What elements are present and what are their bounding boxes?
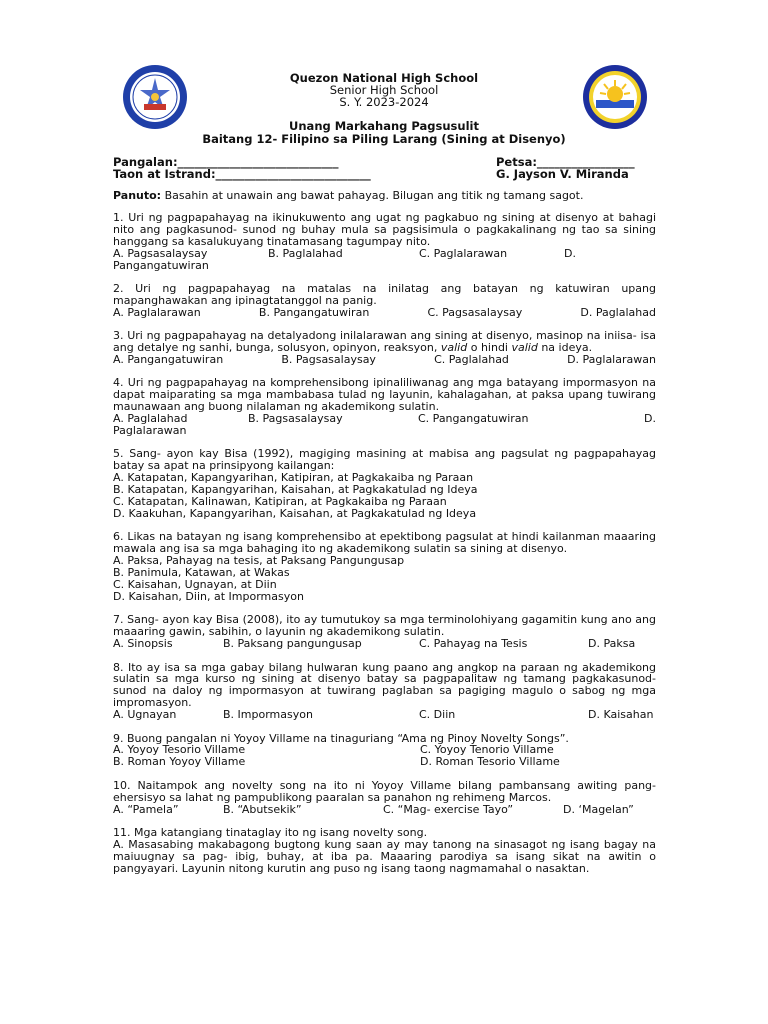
question-9 [113, 733, 656, 769]
exam-title [0, 120, 768, 145]
option-d-continued: Paglalarawan [113, 424, 187, 437]
question-stem: 1. Uri ng pagpapahayag na ikinukuwento ang ugat ng pagkabuo ng sining at disenyo at bahagi nito ang pagkasunod- sunod ng buhay mula sa pagsisimula o pagkakalinang ng tao sa sining hanggang sa kasalukuyang tinatamasang tagumpay nito. [113, 210, 656, 248]
option-c: C. Pangangatuwiran [418, 412, 529, 426]
instructions-text: Basahin at unawain ang bawat pahayag. Bilugan ang titik ng tamang sagot. [161, 189, 584, 202]
option-b: B. Paglalahad [268, 246, 343, 260]
school-name: Quezon National High School [289, 71, 479, 85]
option-d: D. Paglalahad [580, 305, 656, 319]
option-d [564, 248, 656, 260]
question-stem [113, 330, 656, 354]
question-stem: 2. Uri ng pagpapahayag na matalas na inilatag ang batayan ng katuwiran upang mapanghawakan ang ipinagtatanggol na panig. [113, 281, 656, 307]
question-stem: 11. Mga katangiang tinataglay ito ng isang novelty song. [113, 825, 428, 839]
option-b: B. Impormasyon [223, 708, 313, 722]
option-c: C. Pahayag na Tesis [419, 637, 528, 651]
option-c: C. Paglalahad [434, 352, 509, 366]
option-d: D. Paglalarawan [567, 352, 656, 366]
question-options [113, 555, 656, 603]
option-d-text: D. [564, 246, 576, 260]
option-a: A. Sinopsis [113, 637, 173, 651]
question-1 [113, 212, 656, 272]
option-d: D. Roman Tesorio Villame [420, 755, 560, 769]
question-options [113, 307, 656, 319]
stem-part-b: o hindi [467, 341, 512, 355]
option-c: C. Diin [419, 708, 456, 722]
question-options [113, 744, 656, 768]
option-c: C. Yoyoy Tenorio Villame [420, 743, 554, 757]
school-level: Senior High School [329, 83, 439, 97]
option-a: A. Pangangatuwiran [113, 352, 224, 366]
question-options [113, 413, 656, 437]
question-options [113, 248, 656, 272]
stem-valid-2: valid [511, 341, 538, 355]
option-b: B. Pangangatuwiran [258, 305, 370, 319]
question-4 [113, 377, 656, 437]
question-2 [113, 283, 656, 319]
question-options [113, 804, 656, 816]
question-11 [113, 827, 656, 875]
question-7 [113, 614, 656, 650]
option-a: A. Paglalahad [113, 412, 188, 426]
school-year: S. Y. 2023-2024 [339, 95, 429, 109]
option-d: D. ‘Magelan” [563, 802, 634, 816]
option-a: A. Ugnayan [113, 708, 177, 722]
exam-subject: Baitang 12- Filipino sa Piling Larang (Sining at Disenyo) [202, 131, 566, 146]
option-d: D. Paksa [588, 637, 636, 651]
school-header [0, 72, 768, 108]
question-5 [113, 448, 656, 519]
option-c: C. Kaisahan, Ugnayan, at Diin [113, 577, 277, 591]
option-d: D. Kaisahan, Diin, at Impormasyon [113, 589, 304, 603]
teacher-name: G. Jayson V. Miranda [496, 167, 629, 181]
option-a: A. “Pamela” [113, 802, 179, 816]
question-options [113, 709, 656, 721]
question-6 [113, 531, 656, 602]
option-b: B. Pagsasalaysay [248, 412, 343, 426]
option-c: C. Katapatan, Kalinawan, Katipiran, at Pagkakaiba ng Paraan [113, 495, 447, 509]
instructions-label: Panuto: [113, 189, 162, 202]
option-d: D. [644, 412, 656, 426]
option-a: A. Paglalarawan [113, 305, 201, 319]
question-options [113, 472, 656, 520]
question-3 [113, 330, 656, 366]
option-c: C. Pagsasalaysay [427, 305, 523, 319]
question-stem: 9. Buong pangalan ni Yoyoy Villame na tinaguriang “Ama ng Pinoy Novelty Songs”. [113, 731, 569, 745]
option-d-continued: Pangangatuwiran [113, 258, 209, 272]
option-d: D. Kaisahan [588, 708, 654, 722]
question-10 [113, 780, 656, 816]
question-stem: 10. Naitampok ang novelty song na ito ni Yoyoy Villame bilang pambansang awiting pang- ehersisyo sa lahat ng pampublikong paaralan sa panahon ng rehimeng Marcos. [113, 778, 656, 804]
stem-part-c: na ideya. [537, 341, 593, 355]
option-a: A. Masasabing makabagong bugtong kung saan ay may tanong na sinasagot ng isang bagay na maiuugnay sa pag- ibig, buhay, at iba pa. Maaaring parodiya sa isang sikat na awitin o pangyayari. Layunin nitong kurutin ang puso ng isang taong nagmamahal o nasaktan. [113, 837, 656, 875]
question-stem: 5. Sang- ayon kay Bisa (1992), magiging masining at mabisa ang pagsulat ng pagpapahayag batay sa apat na prinsipyong kailangan: [113, 447, 656, 473]
exam-name: Unang Markahang Pagsusulit [289, 119, 479, 133]
option-a: A. Paksa, Pahayag na tesis, at Paksang Pangungusap [113, 554, 405, 568]
option-a: A. Pagsasalaysay [113, 246, 208, 260]
question-options [113, 638, 656, 650]
exam-body [113, 190, 656, 886]
question-stem: 7. Sang- ayon kay Bisa (2008), ito ay tumutukoy sa mga terminolohiyang gagamitin kung ano ang maaaring gawin, sabihin, o layunin ng akademikong sulatin. [113, 613, 656, 639]
instructions [113, 190, 656, 202]
option-d: D. Kaakuhan, Kapangyarihan, Kaisahan, at Pagkakatulad ng Ideya [113, 506, 477, 520]
question-options [113, 354, 656, 366]
option-b: B. Katapatan, Kapangyarihan, Kaisahan, at Pagkakatulad ng Ideya [113, 483, 478, 497]
question-stem: 4. Uri ng pagpapahayag na komprehensibong ipinaliliwanag ang mga batayang impormasyon na dapat maiparating sa mga mambabasa tulad ng layunin, kahalagahan, at paksa upang tuwirang maunawaan ang buong nilalaman ng akademikong sulatin. [113, 376, 656, 414]
option-b: B. Panimula, Katawan, at Wakas [113, 566, 290, 580]
option-b: B. “Abutsekik” [223, 802, 302, 816]
name-field: Pangalan:____________________________ [113, 155, 339, 169]
question-stem: 8. Ito ay isa sa mga gabay bilang hulwaran kung paano ang angkop na paraan ng akademikong sulatin sa mga kurso ng sining at disenyo batay sa pagpapalitaw ng tamang pagkakasunod- sunod na daloy ng impormasyon at tuwirang paglaban sa pagiging magulo o sabog ng mga impromasyon. [113, 660, 656, 710]
stem-valid-1: valid [440, 341, 468, 355]
option-b: B. Paksang pangungusap [223, 637, 362, 651]
date-field: Petsa:_________________ [496, 155, 635, 169]
option-c: C. Paglalarawan [419, 246, 508, 260]
strand-field: Taon at Istrand:___________________________ [113, 167, 371, 181]
option-c: C. “Mag- exercise Tayo” [383, 802, 514, 816]
option-a: A. Katapatan, Kapangyarihan, Katipiran, at Pagkakaiba ng Paraan [113, 471, 474, 485]
stem-part-a: 3. Uri ng pagpapahayag na detalyadong inilalarawan ang sining at disenyo, masinop na iniisa- isa ang detalye ng sanhi, bunga, solusyon, opinyon, reaksyon, [113, 329, 656, 355]
question-stem: 6. Likas na batayan ng isang komprehensibo at epektibong pagsulat at hindi kailanman maaaring mawala ang isa sa mga bahaging ito ng akademikong sulatin sa sining at disenyo. [113, 530, 656, 556]
option-b: B. Roman Yoyoy Villame [113, 755, 246, 769]
option-b: B. Pagsasalaysay [281, 352, 376, 366]
option-a: A. Yoyoy Tesorio Villame [113, 743, 246, 757]
question-8 [113, 662, 656, 722]
